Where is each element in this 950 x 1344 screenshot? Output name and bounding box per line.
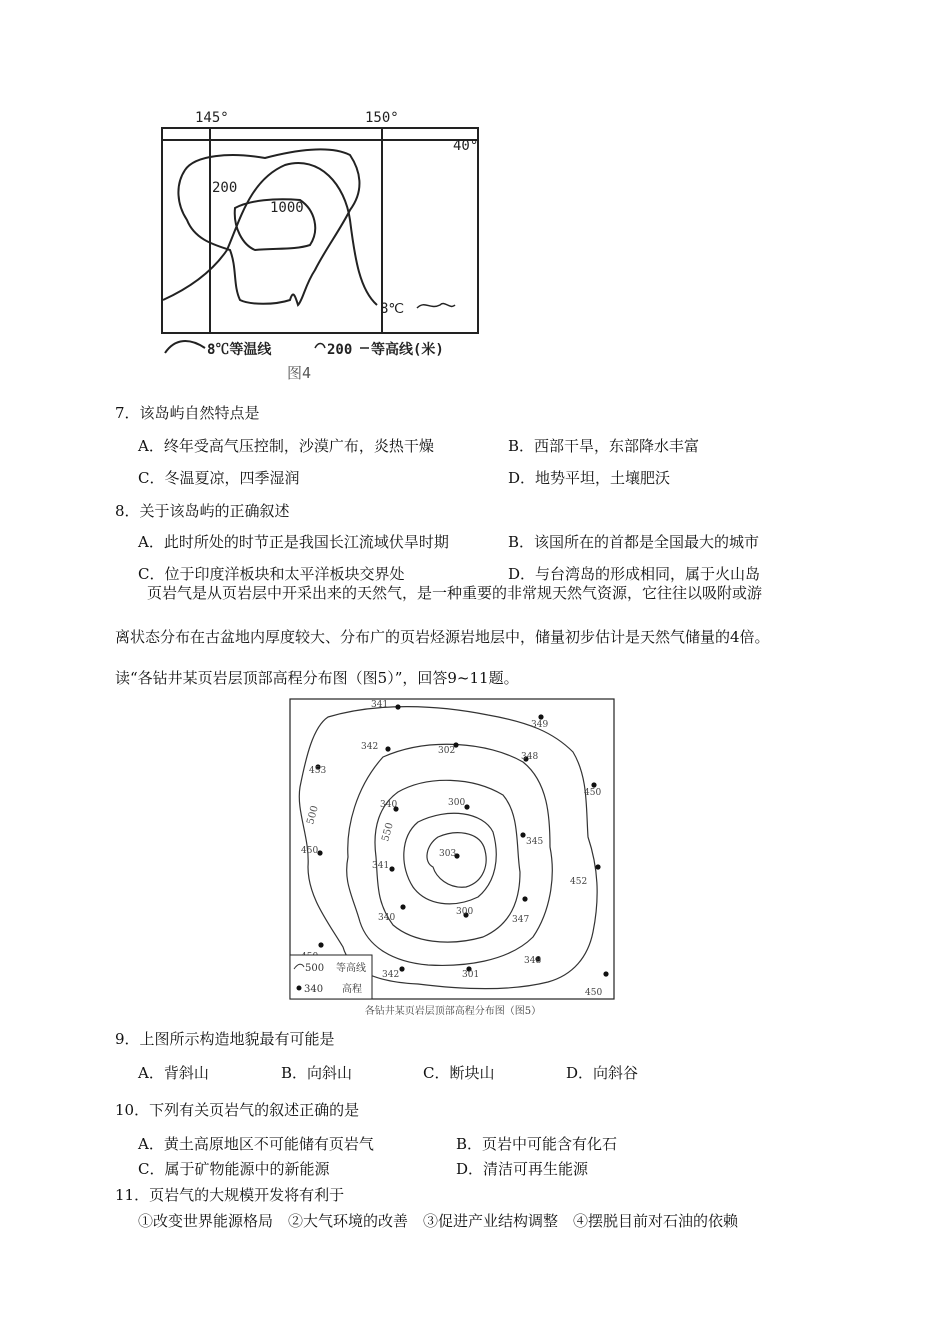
well-point (520, 832, 525, 837)
well-elevation-label: 452 (570, 877, 588, 887)
question-9-option-a[interactable]: A．背斜山 (138, 1064, 209, 1082)
contour-200-label: 200 (212, 180, 238, 196)
well-elevation-label: 345 (526, 837, 544, 847)
well-elevation-label: 342 (361, 742, 379, 752)
well-elevation-label: 300 (448, 798, 466, 808)
well-elevation-label: 340 (380, 800, 398, 810)
well-elevation-label: 340 (378, 913, 396, 923)
well-elevation-label: 341 (372, 861, 390, 871)
question-10-option-b[interactable]: B．页岩中可能含有化石 (456, 1135, 618, 1153)
well-point (389, 866, 394, 871)
figure-4-map (155, 100, 495, 390)
question-7-option-c[interactable]: C．冬温夏凉，四季湿润 (138, 469, 300, 487)
question-9-option-c[interactable]: C．断块山 (423, 1064, 495, 1082)
question-7-option-d[interactable]: D．地势平坦，土壤肥沃 (508, 469, 671, 487)
question-7-option-a[interactable]: A．终年受高气压控制，沙漠广布，炎热干燥 (138, 437, 434, 455)
lon-145-label: 145° (195, 110, 229, 126)
question-8-option-a[interactable]: A．此时所处的时节正是我国长江流域伏旱时期 (138, 533, 449, 551)
legend-point: 高程 (342, 984, 362, 995)
question-8-stem: 8．关于该岛屿的正确叙述 (115, 502, 290, 520)
question-11-options[interactable]: ①改变世界能源格局 ②大气环境的改善 ③促进产业结构调整 ④摆脱目前对石油的依赖 (138, 1212, 739, 1230)
contour-1000-label: 1000 (270, 200, 304, 216)
question-9-option-d[interactable]: D．向斜谷 (566, 1064, 639, 1082)
well-elevation-label: 300 (456, 907, 474, 917)
well-elevation-label: 450 (301, 846, 319, 856)
well-elevation-label: 450 (585, 988, 603, 998)
well-point (595, 864, 600, 869)
passage-line-1: 页岩气是从页岩层中开采出来的天然气，是一种重要的非常规天然气资源，它往往以吸附或游 (147, 584, 763, 602)
contour-label-550: 550 (380, 821, 396, 843)
question-10-stem: 10．下列有关页岩气的叙述正确的是 (115, 1101, 360, 1119)
figure-4-caption: 图4 (287, 364, 312, 382)
legend-isotherm: 8℃等温线 (207, 342, 272, 358)
well-elevation-label: 347 (512, 915, 530, 925)
well-elevation-label: 348 (524, 956, 542, 966)
question-8-option-c[interactable]: C．位于印度洋板块和太平洋板块交界处 (138, 565, 405, 583)
question-7-stem: 7．该岛屿自然特点是 (115, 404, 260, 422)
well-point (522, 896, 527, 901)
passage-line-2: 离状态分布在古盆地内厚度较大、分布广的页岩烃源岩地层中，储量初步估计是天然气储量的4倍。 (115, 628, 770, 646)
well-point (385, 746, 390, 751)
question-7-option-b[interactable]: B．西部干旱，东部降水丰富 (508, 437, 700, 455)
well-point (395, 704, 400, 709)
well-point (399, 966, 404, 971)
legend-point-value: 340 (304, 984, 324, 995)
well-point (318, 942, 323, 947)
well-elevation-label: 450 (584, 788, 602, 798)
well-point (538, 714, 543, 719)
well-elevation-label: 349 (531, 720, 549, 730)
question-8-option-d[interactable]: D．与台湾岛的形成相同，属于火山岛 (508, 565, 761, 583)
well-point (591, 782, 596, 787)
question-8-option-b[interactable]: B．该国所在的首都是全国最大的城市 (508, 533, 760, 551)
isotherm-label: 8℃ (380, 301, 405, 317)
legend-contour: 等高线 (336, 963, 366, 974)
legend-contour: 等高线(米) (371, 342, 444, 358)
figure-5-caption: 各钻井某页岩层顶部高程分布图（图5） (364, 1006, 542, 1017)
legend-contour-value: 500 (305, 963, 325, 974)
passage-line-3: 读“各钻井某页岩层顶部高程分布图（图5）”，回答9~11题。 (115, 669, 519, 687)
well-elevation-label: 341 (371, 700, 389, 710)
question-9-stem: 9．上图所示构造地貌最有可能是 (115, 1030, 335, 1048)
figure-5-contour-map (288, 697, 618, 1019)
lat-40-label: 40° (453, 138, 479, 154)
question-10-option-c[interactable]: C．属于矿物能源中的新能源 (138, 1160, 330, 1178)
question-11-stem: 11．页岩气的大规模开发将有利于 (115, 1186, 345, 1204)
question-10-option-d[interactable]: D．清洁可再生能源 (456, 1160, 589, 1178)
well-elevation-label: 453 (309, 766, 327, 776)
lon-150-label: 150° (365, 110, 399, 126)
legend-contour-value: 200 (327, 342, 353, 358)
well-elevation-label: 301 (462, 970, 480, 980)
well-elevation-label: 348 (521, 752, 539, 762)
well-point (400, 904, 405, 909)
well-point (603, 971, 608, 976)
question-9-option-b[interactable]: B．向斜山 (281, 1064, 353, 1082)
well-elevation-label: 302 (438, 746, 456, 756)
question-10-option-a[interactable]: A．黄土高原地区不可能储有页岩气 (138, 1135, 374, 1153)
contour-label-500: 500 (305, 804, 321, 826)
well-elevation-label: 342 (382, 970, 400, 980)
well-elevation-label: 303 (439, 849, 457, 859)
